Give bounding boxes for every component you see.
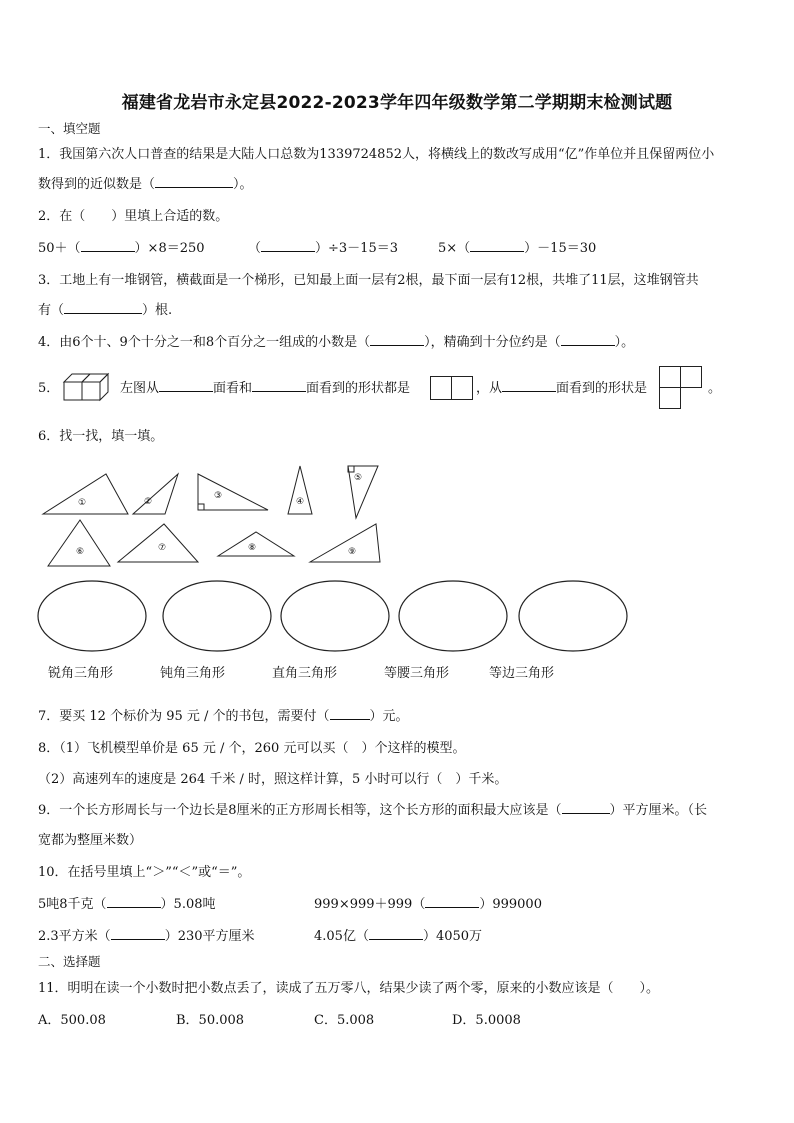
triangle-1 [43, 474, 128, 514]
category-label-obtuse: 钝角三角形 [160, 666, 226, 681]
category-label-equilateral: 等边三角形 [489, 666, 555, 681]
q11-option-d[interactable]: D．5.0008 [452, 1013, 521, 1028]
q3-line2: 有（ ）根. [38, 303, 173, 318]
q8-line1: 8．（1）飞机模型单价是 65 元 / 个，260 元可以买（ ）个这样的模型。 [38, 741, 466, 756]
page-title: 福建省龙岩市永定县2022-2023学年四年级数学第二学期期末检测试题 [121, 93, 673, 113]
q10-blank-c[interactable] [111, 939, 165, 940]
q5-view2-square-2 [680, 366, 702, 388]
triangle-9-label: ⑨ [347, 547, 357, 557]
oval-isosceles [399, 581, 507, 651]
q5-blank-1[interactable] [159, 391, 213, 392]
q4-blank-a[interactable] [370, 345, 424, 346]
triangle-9 [310, 524, 380, 562]
q11-option-a[interactable]: A．500.08 [38, 1013, 106, 1028]
triangle-3-label: ③ [213, 491, 223, 501]
q11-option-b[interactable]: B．50.008 [176, 1013, 245, 1028]
q10-compare-c: 2.3平方米（ ）230平方厘米 [38, 929, 255, 944]
q2-blank-c[interactable] [470, 251, 524, 252]
triangle-8-label: ⑧ [247, 543, 257, 553]
q5-end: 。 [708, 381, 722, 396]
q1-text-a: 数得到的近似数是（ [38, 177, 156, 192]
triangle-2 [133, 474, 178, 514]
q2-eq-b: （ ）÷3－15＝3 [248, 241, 398, 256]
q4-blank-b[interactable] [561, 345, 615, 346]
triangle-5 [348, 466, 378, 518]
q5-blank-2[interactable] [252, 391, 306, 392]
q5-view2-square-3 [659, 387, 681, 409]
category-ovals [30, 578, 650, 658]
q4-line: 4．由6个十、9个十分之一和8个百分之一组成的小数是（ ），精确到十分位约是（ ）。 [38, 335, 635, 350]
triangle-2-label: ② [143, 497, 153, 507]
q10-compare-a: 5吨8千克（ ）5.08吨 [38, 897, 216, 912]
q10-stem: 10．在括号里填上“＞”“＜”或“＝”。 [38, 865, 251, 880]
q7-line: 7．要买 12 个标价为 95 元 / 个的书包，需要付（ ）元。 [38, 709, 409, 724]
q1-line1: 1．我国第六次人口普查的结果是大陆人口总数为1339724852人，将横线上的数改写成用“亿”作单位并且保留两位小 [38, 147, 715, 162]
q2-blank-b[interactable] [261, 251, 315, 252]
category-label-acute: 锐角三角形 [48, 666, 114, 681]
q1-text-b: ）。 [233, 177, 253, 192]
q9-blank[interactable] [562, 813, 610, 814]
q5-view-square-1 [430, 376, 452, 400]
q10-blank-d[interactable] [369, 939, 423, 940]
triangle-3 [198, 474, 268, 510]
category-label-right: 直角三角形 [272, 666, 338, 681]
oval-equilateral [519, 581, 627, 651]
q3-line1: 3．工地上有一堆钢管，横截面是一个梯形，已知最上面一层有2根，最下面一层有12根，共堆了11层，这堆钢管共 [38, 273, 699, 288]
triangle-7-label: ⑦ [157, 543, 167, 553]
section-fill-heading: 一、填空题 [38, 121, 101, 136]
q5-number: 5． [38, 381, 60, 396]
q10-blank-b[interactable] [425, 907, 479, 908]
q2-eq-a: 50＋（ ）×8＝250 [38, 241, 205, 256]
oval-acute [38, 581, 146, 651]
q2-blank-a[interactable] [81, 251, 135, 252]
section-choice-heading: 二、选择题 [38, 954, 101, 969]
q5-view2-square-1 [659, 366, 681, 388]
q9-line1: 9．一个长方形周长与一个边长是8厘米的正方形周长相等，这个长方形的面积最大应该是（ ）平方厘米。（长 [38, 803, 708, 818]
q7-blank[interactable] [330, 719, 370, 720]
q11-stem: 11．明明在读一个小数时把小数点丢了，读成了五万零八，结果少读了两个零，原来的小数应该是（ ）。 [38, 981, 660, 996]
q11-option-c[interactable]: C．5.008 [314, 1013, 375, 1028]
q5-text-b: ，从 面看到的形状是 [476, 381, 648, 396]
triangle-6-label: ⑥ [75, 547, 85, 557]
triangle-figures [38, 458, 448, 578]
q9-line2: 宽都为整厘米数） [38, 833, 143, 848]
triangle-1-label: ① [77, 498, 87, 508]
triangle-6 [48, 520, 110, 566]
triangle-5-label: ⑤ [353, 473, 363, 483]
q10-blank-a[interactable] [107, 907, 161, 908]
q2-stem: 2．在（ ）里填上合适的数。 [38, 209, 229, 224]
q2-eq-c: 5×（ ）－15＝30 [438, 241, 597, 256]
q5-view-square-2 [451, 376, 473, 400]
q8-line2: （2）高速列车的速度是 264 千米 / 时，照这样计算，5 小时可以行（ ）千米。 [38, 772, 508, 787]
triangle-4-label: ④ [295, 497, 305, 507]
oval-right [281, 581, 389, 651]
oval-obtuse [163, 581, 271, 651]
category-label-isosceles: 等腰三角形 [384, 666, 450, 681]
q5-blank-3[interactable] [502, 391, 556, 392]
q5-text: 左图从 面看和 面看到的形状都是 [120, 381, 411, 396]
q1-line2 [38, 176, 253, 194]
cube-stack-figure [62, 368, 118, 406]
q10-compare-d: 4.05亿（ ）4050万 [314, 929, 483, 944]
q1-answer-blank[interactable] [155, 187, 233, 188]
q3-answer-blank[interactable] [64, 313, 142, 314]
q6-stem: 6．找一找，填一填。 [38, 429, 164, 444]
q10-compare-b: 999×999＋999（ ）999000 [314, 897, 542, 912]
